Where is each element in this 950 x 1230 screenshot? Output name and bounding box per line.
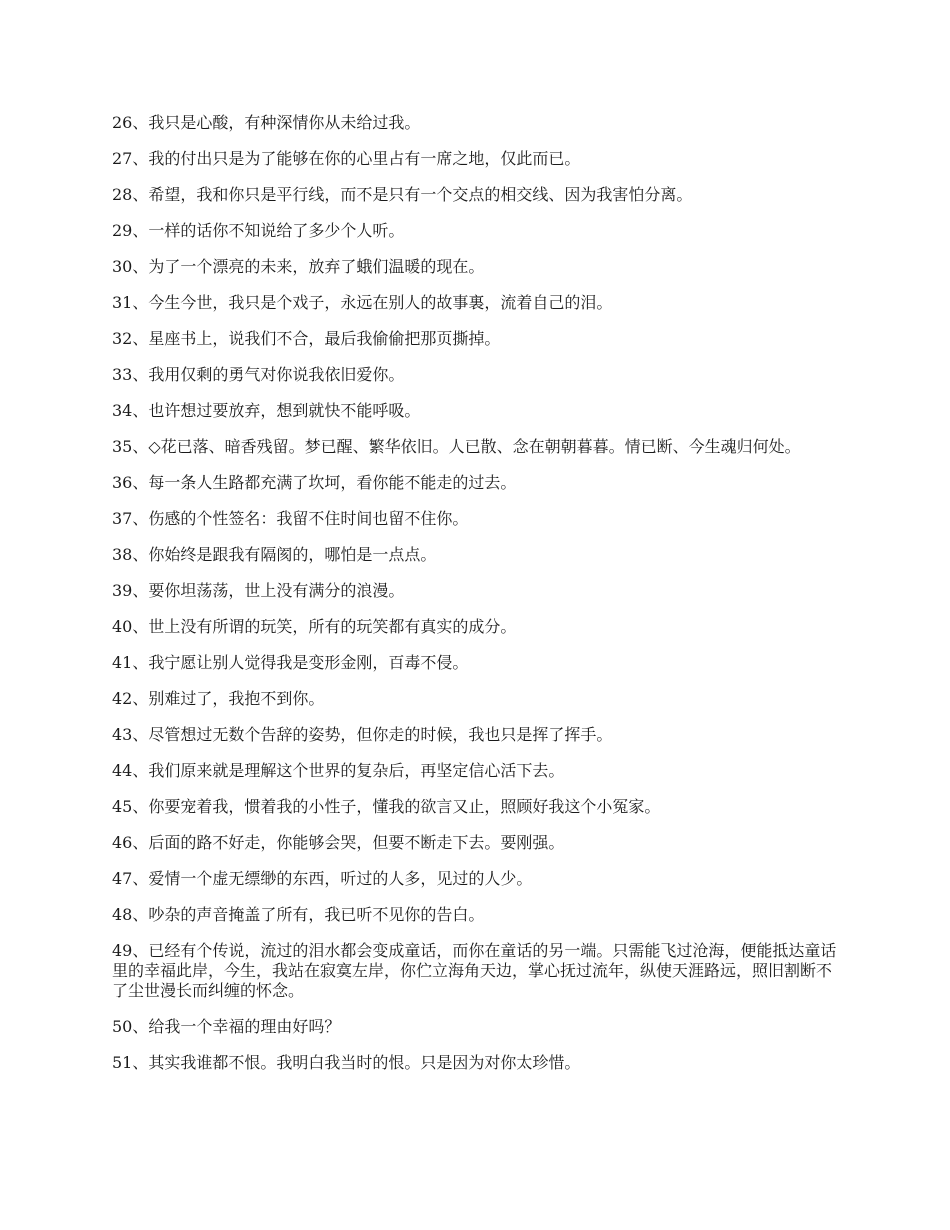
item-number: 35、 — [112, 437, 149, 456]
item-number: 40、 — [112, 617, 149, 636]
item-number: 50、 — [112, 1017, 149, 1036]
item-text: 其实我谁都不恨。我明白我当时的恨。只是因为对你太珍惜。 — [148, 1053, 581, 1072]
list-item — [112, 941, 842, 1001]
item-text: 我只是心酸，有种深情你从未给过我。 — [148, 113, 421, 132]
item-text: 一样的话你不知说给了多少个人听。 — [148, 221, 405, 240]
list-item — [112, 329, 842, 349]
item-text: 后面的路不好走，你能够会哭，但要不断走下去。要刚强。 — [148, 833, 565, 852]
item-number: 34、 — [112, 401, 149, 420]
list-item — [112, 473, 842, 493]
item-number: 29、 — [112, 221, 149, 240]
item-text: 已经有个传说，流过的泪水都会变成童话，而你在童话的另一端。只需能飞过沧海，便能抵达童话里的幸福此岸，今生，我站在寂寞左岸，你伫立海角天边，掌心抚过流年，纵使天涯路远，照旧割断不了尘世漫长而纠缠的怀念。 — [112, 941, 837, 1000]
item-number: 42、 — [112, 689, 149, 708]
item-text: 我的付出只是为了能够在你的心里占有一席之地，仅此而已。 — [148, 149, 581, 168]
list-item — [112, 1017, 842, 1037]
item-number: 33、 — [112, 365, 149, 384]
item-text: 别难过了，我抱不到你。 — [148, 689, 325, 708]
list-item — [112, 761, 842, 781]
item-text: 世上没有所谓的玩笑，所有的玩笑都有真实的成分。 — [148, 617, 517, 636]
item-text: 尽管想过无数个告辞的姿势，但你走的时候，我也只是挥了挥手。 — [148, 725, 613, 744]
item-text: 吵杂的声音掩盖了所有，我已听不见你的告白。 — [148, 905, 485, 924]
item-text: 我们原来就是理解这个世界的复杂后，再坚定信心活下去。 — [148, 761, 565, 780]
list-item — [112, 905, 842, 925]
item-text: 我宁愿让别人觉得我是变形金刚，百毒不侵。 — [148, 653, 469, 672]
item-number: 28、 — [112, 185, 149, 204]
item-text: 给我一个幸福的理由好吗？ — [148, 1017, 341, 1036]
list-item — [112, 581, 842, 601]
item-text: 爱情一个虚无缥缈的东西，听过的人多，见过的人少。 — [148, 869, 533, 888]
list-item — [112, 545, 842, 565]
item-number: 41、 — [112, 653, 149, 672]
item-number: 36、 — [112, 473, 149, 492]
item-text: 也许想过要放弃，想到就快不能呼吸。 — [148, 401, 421, 420]
list-item — [112, 509, 842, 529]
list-item — [112, 149, 842, 169]
list-item — [112, 833, 842, 853]
item-text: ◇花已落、暗香残留。梦已醒、繁华依旧。人已散、念在朝朝暮暮。情已断、今生魂归何处。 — [148, 437, 801, 456]
item-number: 48、 — [112, 905, 149, 924]
list-item — [112, 401, 842, 421]
item-number: 47、 — [112, 869, 149, 888]
item-number: 43、 — [112, 725, 149, 744]
item-text: 每一条人生路都充满了坎坷，看你能不能走的过去。 — [148, 473, 517, 492]
item-number: 27、 — [112, 149, 149, 168]
item-text: 要你坦荡荡，世上没有满分的浪漫。 — [148, 581, 405, 600]
list-item — [112, 689, 842, 709]
item-number: 26、 — [112, 113, 149, 132]
item-text: 伤感的个性签名：我留不住时间也留不住你。 — [148, 509, 469, 528]
item-text: 希望，我和你只是平行线，而不是只有一个交点的相交线、因为我害怕分离。 — [148, 185, 693, 204]
item-number: 30、 — [112, 257, 149, 276]
list-item — [112, 437, 842, 457]
item-text: 为了一个漂亮的未来，放弃了蛾们温暖的现在。 — [148, 257, 485, 276]
list-item — [112, 293, 842, 313]
item-number: 44、 — [112, 761, 149, 780]
item-number: 32、 — [112, 329, 149, 348]
item-number: 31、 — [112, 293, 149, 312]
list-item — [112, 617, 842, 637]
list-item — [112, 257, 842, 277]
item-text: 你始终是跟我有隔阂的，哪怕是一点点。 — [148, 545, 437, 564]
item-number: 51、 — [112, 1053, 149, 1072]
item-number: 46、 — [112, 833, 149, 852]
list-item — [112, 365, 842, 385]
item-number: 38、 — [112, 545, 149, 564]
document-body — [112, 113, 842, 1089]
item-text: 星座书上，说我们不合，最后我偷偷把那页撕掉。 — [148, 329, 501, 348]
item-number: 37、 — [112, 509, 149, 528]
list-item — [112, 221, 842, 241]
item-number: 45、 — [112, 797, 149, 816]
list-item — [112, 185, 842, 205]
item-number: 39、 — [112, 581, 149, 600]
list-item — [112, 113, 842, 133]
list-item — [112, 653, 842, 673]
item-text: 我用仅剩的勇气对你说我依旧爱你。 — [148, 365, 405, 384]
list-item — [112, 797, 842, 817]
item-text: 你要宠着我，惯着我的小性子，懂我的欲言又止，照顾好我这个小冤家。 — [148, 797, 661, 816]
list-item — [112, 869, 842, 889]
item-number: 49、 — [112, 941, 149, 960]
list-item — [112, 1053, 842, 1073]
list-item — [112, 725, 842, 745]
item-text: 今生今世，我只是个戏子，永远在别人的故事裏，流着自己的泪。 — [148, 293, 613, 312]
